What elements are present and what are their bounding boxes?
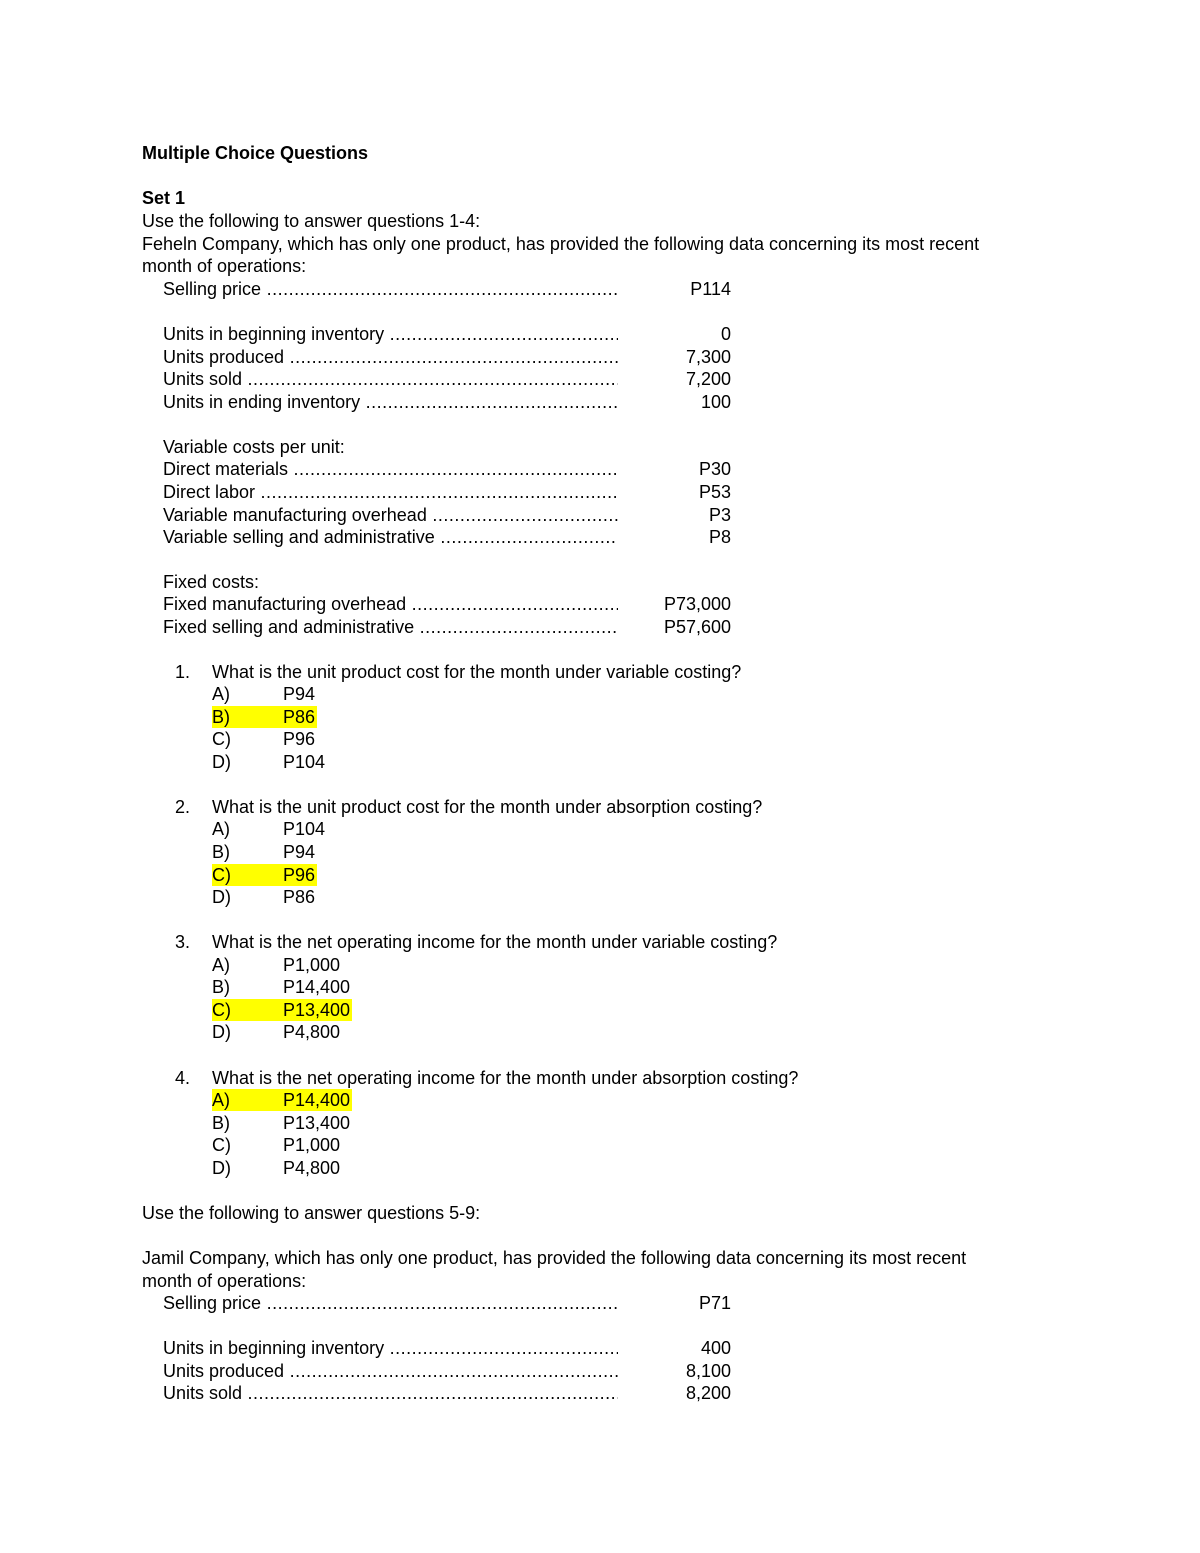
fixed-costs-heading: Fixed costs: (163, 572, 260, 592)
option-answer: P96 (283, 865, 316, 885)
row-value: P57,600 (663, 617, 731, 637)
option-answer: P94 (283, 684, 316, 704)
answer-option (212, 818, 325, 840)
row-label: Units sold ..... (163, 1382, 618, 1404)
answer-option (212, 886, 315, 908)
data-row (163, 504, 731, 526)
answer-option (212, 841, 315, 863)
answer-option-highlighted (212, 706, 317, 728)
answer-option (212, 683, 315, 705)
option-answer: P104 (283, 819, 326, 839)
answer-option (212, 1112, 350, 1134)
row-label: Units in beginning inventory ..... (163, 323, 618, 345)
question-text: What is the net operating income for the month under variable costing? (212, 932, 778, 952)
row-value: P71 (698, 1293, 731, 1313)
question-number: 4. (175, 1068, 191, 1088)
row-label: Fixed manufacturing overhead ..... (163, 593, 618, 615)
option-answer: P14,400 (283, 977, 351, 997)
row-value: 8,100 (685, 1361, 731, 1381)
option-answer: P4,800 (283, 1158, 341, 1178)
part2-intro: Use the following to answer questions 5-9: (142, 1203, 481, 1223)
question-2 (175, 796, 762, 818)
option-answer: P86 (283, 887, 316, 907)
row-label: Selling price ..... (163, 1292, 618, 1314)
row-value: 7,300 (685, 347, 731, 367)
part1-description-line1: Feheln Company, which has only one product, has provided the following data concerning its most recent (142, 234, 980, 254)
option-letter: B) (212, 706, 283, 728)
question-number: 1. (175, 662, 191, 682)
option-answer: P104 (283, 752, 326, 772)
option-answer: P1,000 (283, 955, 341, 975)
data-row (163, 458, 731, 480)
option-letter: D) (212, 887, 231, 907)
option-letter: B) (212, 842, 230, 862)
row-label: Fixed selling and administrative ..... (163, 616, 618, 638)
row-value: P30 (698, 459, 731, 479)
option-letter: A) (212, 684, 230, 704)
row-label: Units produced ..... (163, 346, 618, 368)
answer-option (212, 976, 350, 998)
option-answer: P1,000 (283, 1135, 341, 1155)
row-label: Units in ending inventory ..... (163, 391, 618, 413)
option-letter: C) (212, 729, 231, 749)
option-letter: B) (212, 1113, 230, 1133)
option-letter: A) (212, 819, 230, 839)
row-value: P53 (698, 482, 731, 502)
question-number: 3. (175, 932, 191, 952)
data-row-selling-price (163, 278, 731, 300)
answer-option (212, 1157, 340, 1179)
data-row (163, 368, 731, 390)
answer-option (212, 751, 325, 773)
row-value: P73,000 (663, 594, 731, 614)
question-text: What is the net operating income for the month under absorption costing? (212, 1068, 799, 1088)
row-value: P8 (708, 527, 731, 547)
option-answer: P13,400 (283, 1113, 351, 1133)
row-label: Variable selling and administrative ..... (163, 526, 618, 548)
option-letter: C) (212, 1135, 231, 1155)
data-row (163, 526, 731, 548)
row-label: Selling price ..... (163, 278, 618, 300)
option-letter: A) (212, 955, 230, 975)
part2-description-line2: month of operations: (142, 1271, 307, 1291)
data-row (163, 616, 731, 638)
option-answer: P14,400 (283, 1090, 351, 1110)
option-letter: D) (212, 1158, 231, 1178)
data-row (163, 481, 731, 503)
row-value: 0 (720, 324, 731, 344)
data-row (163, 593, 731, 615)
question-4 (175, 1067, 798, 1089)
part1-intro: Use the following to answer questions 1-4: (142, 211, 481, 231)
option-answer: P94 (283, 842, 316, 862)
option-letter: D) (212, 752, 231, 772)
data-row-selling-price (163, 1292, 731, 1314)
question-1 (175, 661, 741, 683)
answer-option (212, 1134, 340, 1156)
row-value: 8,200 (685, 1383, 731, 1403)
row-value: P114 (690, 279, 731, 299)
variable-costs-heading: Variable costs per unit: (163, 437, 345, 457)
answer-option (212, 1021, 340, 1043)
part1-description-line2: month of operations: (142, 256, 307, 276)
answer-option-highlighted (212, 999, 352, 1021)
data-row (163, 323, 731, 345)
row-value: 400 (700, 1338, 731, 1358)
question-text: What is the unit product cost for the month under variable costing? (212, 662, 742, 682)
row-value: 100 (700, 392, 731, 412)
option-letter: C) (212, 999, 283, 1021)
row-value: P3 (708, 505, 731, 525)
option-letter: D) (212, 1022, 231, 1042)
option-answer: P96 (283, 729, 316, 749)
row-label: Units produced ..... (163, 1360, 618, 1382)
question-text: What is the unit product cost for the month under absorption costing? (212, 797, 763, 817)
question-number: 2. (175, 797, 191, 817)
option-letter: B) (212, 977, 230, 997)
row-label: Units in beginning inventory ..... (163, 1337, 618, 1359)
answer-option (212, 954, 340, 976)
row-label: Direct materials ..... (163, 458, 618, 480)
row-label: Direct labor ..... (163, 481, 618, 503)
data-row (163, 346, 731, 368)
option-answer: P86 (283, 707, 316, 727)
option-answer: P4,800 (283, 1022, 341, 1042)
option-letter: A) (212, 1089, 283, 1111)
answer-option-highlighted (212, 1089, 352, 1111)
answer-option-highlighted (212, 864, 317, 886)
data-row (163, 391, 731, 413)
answer-option (212, 728, 315, 750)
row-label: Units sold ..... (163, 368, 618, 390)
data-row (163, 1337, 731, 1359)
data-row (163, 1360, 731, 1382)
question-3 (175, 931, 777, 953)
data-row (163, 1382, 731, 1404)
part2-description-line1: Jamil Company, which has only one product, has provided the following data concerning its most recent (142, 1248, 967, 1268)
row-label: Variable manufacturing overhead ..... (163, 504, 618, 526)
set-label: Set 1 (142, 188, 186, 208)
row-value: 7,200 (685, 369, 731, 389)
option-answer: P13,400 (283, 1000, 351, 1020)
page-title: Multiple Choice Questions (142, 143, 369, 163)
option-letter: C) (212, 864, 283, 886)
